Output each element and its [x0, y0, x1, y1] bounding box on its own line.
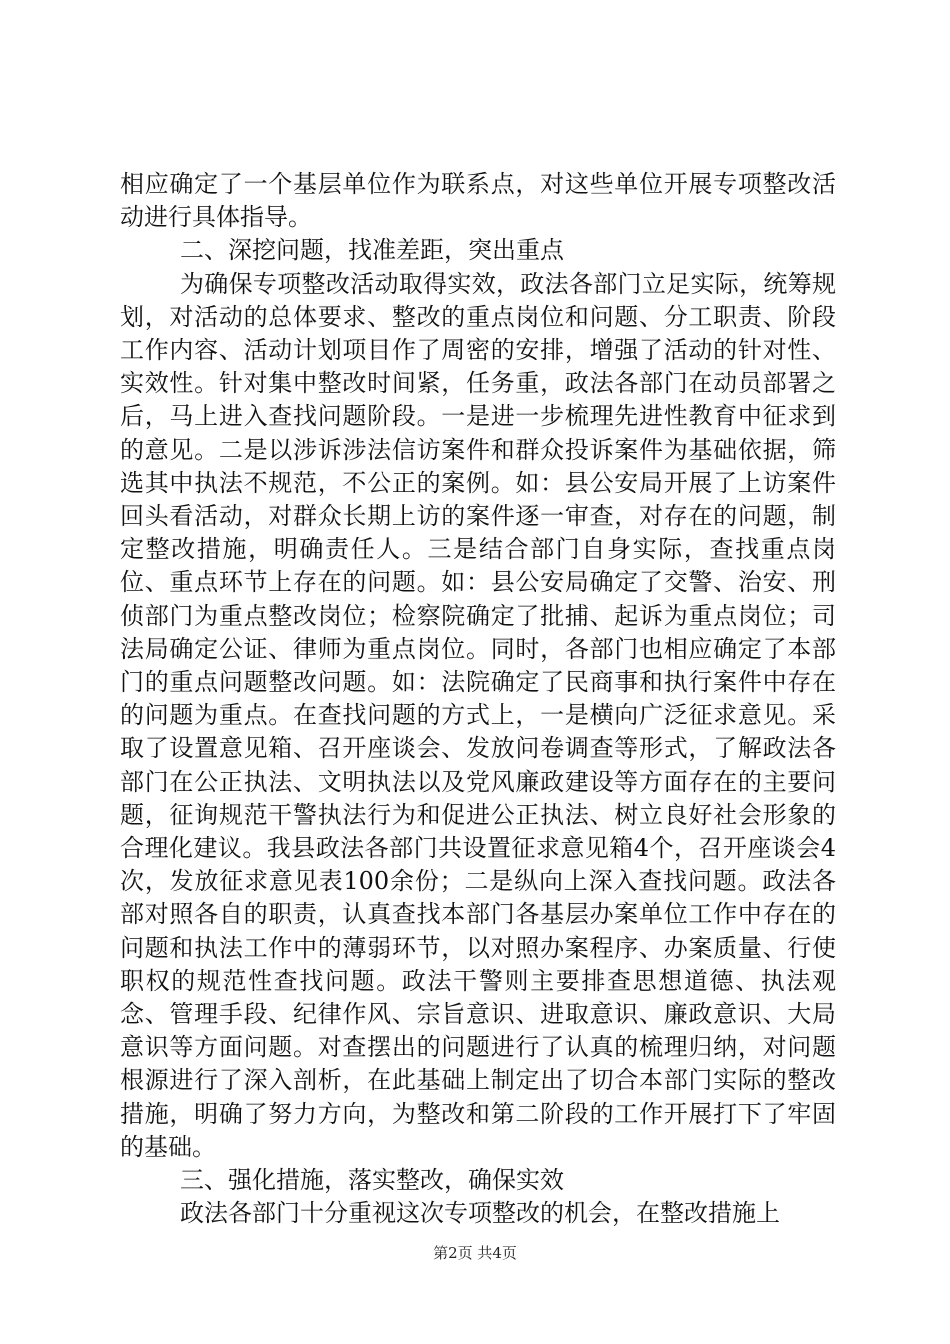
paragraph-section-3-body: 政法各部门十分重视这次专项整改的机会，在整改措施上 [180, 1199, 780, 1228]
document-body [120, 168, 836, 1231]
section-heading-2: 二、深挖问题，找准差距，突出重点 [180, 236, 564, 265]
paragraph-continuation: 相应确定了一个基层单位作为联系点，对这些单位开展专项整改活动进行具体指导。 [120, 170, 836, 232]
paragraph-section-2-body: 为确保专项整改活动取得实效，政法各部门立足实际，统筹规划，对活动的总体要求、整改的重点岗位和问题、分工职责、阶段工作内容、活动计划项目作了周密的安排，增强了活动的针对性、实效性。针对集中整改时间紧，任务重，政法各部门在动员部署之后，马上进入查找问题阶段。一是进一步梳理先进性教育中征求到的意见。二是以涉诉涉法信访案件和群众投诉案件为基础依据，筛选其中执法不规范，不公正的案例。如：县公安局开展了上访案件回头看活动，对群众长期上访的案件逐一审查，对存在的问题，制定整改措施，明确责任人。三是结合部门自身实际，查找重点岗位、重点环节上存在的问题。如：县公安局确定了交警、治安、刑侦部门为重点整改岗位；检察院确定了批捕、起诉为重点岗位；司法局确定公证、律师为重点岗位。同时，各部门也相应确定了本部门的重点问题整改问题。如：法院确定了民商事和执行案件中存在的问题为重点。在查找问题的方式上，一是横向广泛征求意见。采取了设置意见箱、召开座谈会、发放问卷调查等形式，了解政法各部门在公正执法、文明执法以及党风廉政建设等方面存在的主要问题，征询规范干警执法行为和促进公正执法、树立良好社会形象的合理化建议。我县政法各部门共设置征求意见箱4个，召开座谈会4次，发放征求意见表100余份；二是纵向上深入查找问题。政法各部对照各自的职责，认真查找本部门各基层办案单位工作中存在的问题和执法工作中的薄弱环节，以对照办案程序、办案质量、行使职权的规范性查找问题。政法干警则主要排查思想道德、执法观念、管理手段、纪律作风、宗旨意识、进取意识、廉政意识、大局意识等方面问题。对查摆出的问题进行了认真的梳理归纳，对问题根源进行了深入剖析，在此基础上制定出了切合本部门实际的整改措施，明确了努力方向，为整改和第二阶段的工作开展打下了牢固的基础。 [120, 269, 836, 1161]
page-footer: 第2页 共4页 [433, 1244, 517, 1262]
section-heading-3: 三、强化措施，落实整改，确保实效 [180, 1166, 564, 1195]
